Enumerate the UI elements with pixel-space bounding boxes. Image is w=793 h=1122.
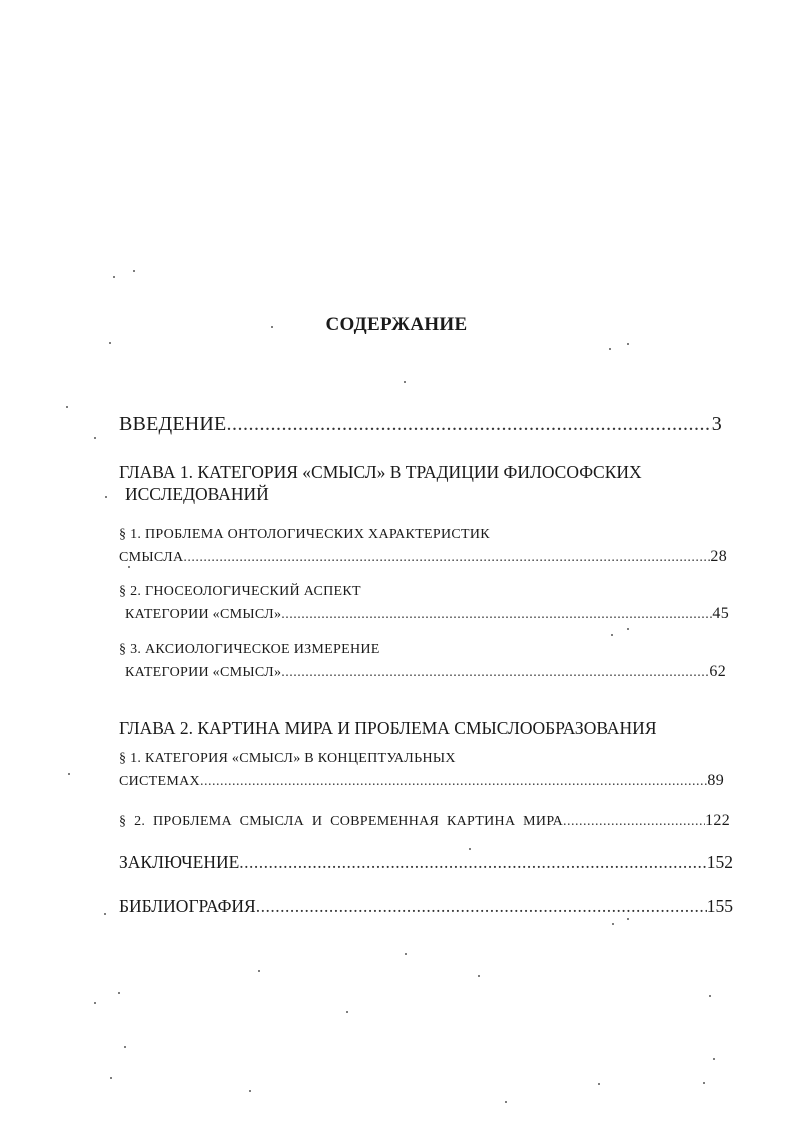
- scan-speck: [118, 992, 120, 994]
- scan-speck: [505, 1101, 507, 1103]
- toc-page-number: 122: [705, 812, 730, 829]
- scan-speck: [258, 970, 260, 972]
- scan-speck: [627, 343, 629, 345]
- toc-entry-section-1-3: [125, 663, 726, 681]
- scan-speck: [713, 1058, 715, 1060]
- toc-entry-section-2-2: [119, 812, 730, 830]
- dot-leader: [281, 665, 709, 681]
- scan-speck: [249, 1090, 251, 1092]
- scan-speck: [627, 628, 629, 630]
- section-2-1-line1: § 1. КАТЕГОРИЯ «СМЫСЛ» В КОНЦЕПТУАЛЬНЫХ: [119, 751, 456, 766]
- dot-leader: [183, 550, 710, 566]
- toc-page-number: 28: [710, 548, 727, 565]
- toc-label: КАТЕГОРИИ «СМЫСЛ»: [125, 607, 282, 622]
- scan-speck: [469, 848, 471, 850]
- scan-speck: [346, 1011, 348, 1013]
- scan-speck: [611, 634, 613, 636]
- scan-speck: [703, 1082, 705, 1084]
- chapter2-title: ГЛАВА 2. КАРТИНА МИРА И ПРОБЛЕМА СМЫСЛООБРАЗОВАНИЯ: [119, 718, 657, 738]
- dot-leader: [256, 896, 707, 917]
- scan-speck: [124, 1046, 126, 1048]
- scan-speck: [271, 326, 273, 328]
- section-1-3-line1: § 3. АКСИОЛОГИЧЕСКОЕ ИЗМЕРЕНИЕ: [119, 642, 380, 657]
- scan-speck: [105, 496, 107, 498]
- chapter1-title-line1: ГЛАВА 1. КАТЕГОРИЯ «СМЫСЛ» В ТРАДИЦИИ ФИЛОСОФСКИХ: [119, 462, 642, 482]
- toc-label: ВВЕДЕНИЕ: [119, 413, 227, 435]
- toc-label: КАТЕГОРИИ «СМЫСЛ»: [125, 665, 282, 680]
- scan-speck: [94, 437, 96, 439]
- toc-label: § 2. ПРОБЛЕМА СМЫСЛА И СОВРЕМЕННАЯ КАРТИНА МИРА: [119, 814, 564, 829]
- scan-speck: [598, 1083, 600, 1085]
- dot-leader: [563, 814, 705, 830]
- toc-page-number: 3: [711, 413, 722, 435]
- toc-page-number: 45: [712, 605, 729, 622]
- scan-speck: [68, 773, 70, 775]
- toc-entry-section-2-1: [119, 772, 724, 790]
- page-title: СОДЕРЖАНИЕ: [325, 314, 468, 335]
- toc-label: СИСТЕМАХ: [119, 774, 200, 789]
- toc-label: БИБЛИОГРАФИЯ: [119, 896, 256, 916]
- toc-entry-conclusion: [119, 852, 733, 873]
- dot-leader: [200, 774, 707, 790]
- scan-speck: [133, 270, 135, 272]
- scan-speck: [66, 406, 68, 408]
- toc-page-number: 89: [707, 772, 724, 789]
- scan-speck: [709, 995, 711, 997]
- toc-entry-bibliography: [119, 896, 733, 917]
- toc-label: СМЫСЛА: [119, 550, 184, 565]
- toc-page-number: 152: [706, 852, 733, 872]
- toc-entry-introduction: [119, 413, 722, 436]
- chapter1-title-line2: ИССЛЕДОВАНИЙ: [125, 484, 269, 504]
- scan-speck: [612, 923, 614, 925]
- scan-speck: [109, 342, 111, 344]
- scan-speck: [404, 381, 406, 383]
- scan-speck: [104, 913, 106, 915]
- toc-label: ЗАКЛЮЧЕНИЕ: [119, 852, 240, 872]
- section-1-1-line1: § 1. ПРОБЛЕМА ОНТОЛОГИЧЕСКИХ ХАРАКТЕРИСТИК: [119, 527, 490, 542]
- scan-speck: [128, 566, 130, 568]
- scan-speck: [405, 953, 407, 955]
- scan-speck: [609, 348, 611, 350]
- dot-leader: [239, 852, 706, 873]
- scan-speck: [110, 1077, 112, 1079]
- scan-speck: [94, 1002, 96, 1004]
- toc-page-number: 62: [709, 663, 726, 680]
- scan-speck: [478, 975, 480, 977]
- scan-speck: [113, 276, 115, 278]
- toc-page-number: 155: [706, 896, 733, 916]
- dot-leader: [281, 607, 712, 623]
- section-1-2-line1: § 2. ГНОСЕОЛОГИЧЕСКИЙ АСПЕКТ: [119, 584, 361, 599]
- scan-speck: [627, 918, 629, 920]
- dot-leader: [226, 413, 711, 436]
- toc-entry-section-1-2: [125, 605, 729, 623]
- toc-entry-section-1-1: [119, 548, 727, 566]
